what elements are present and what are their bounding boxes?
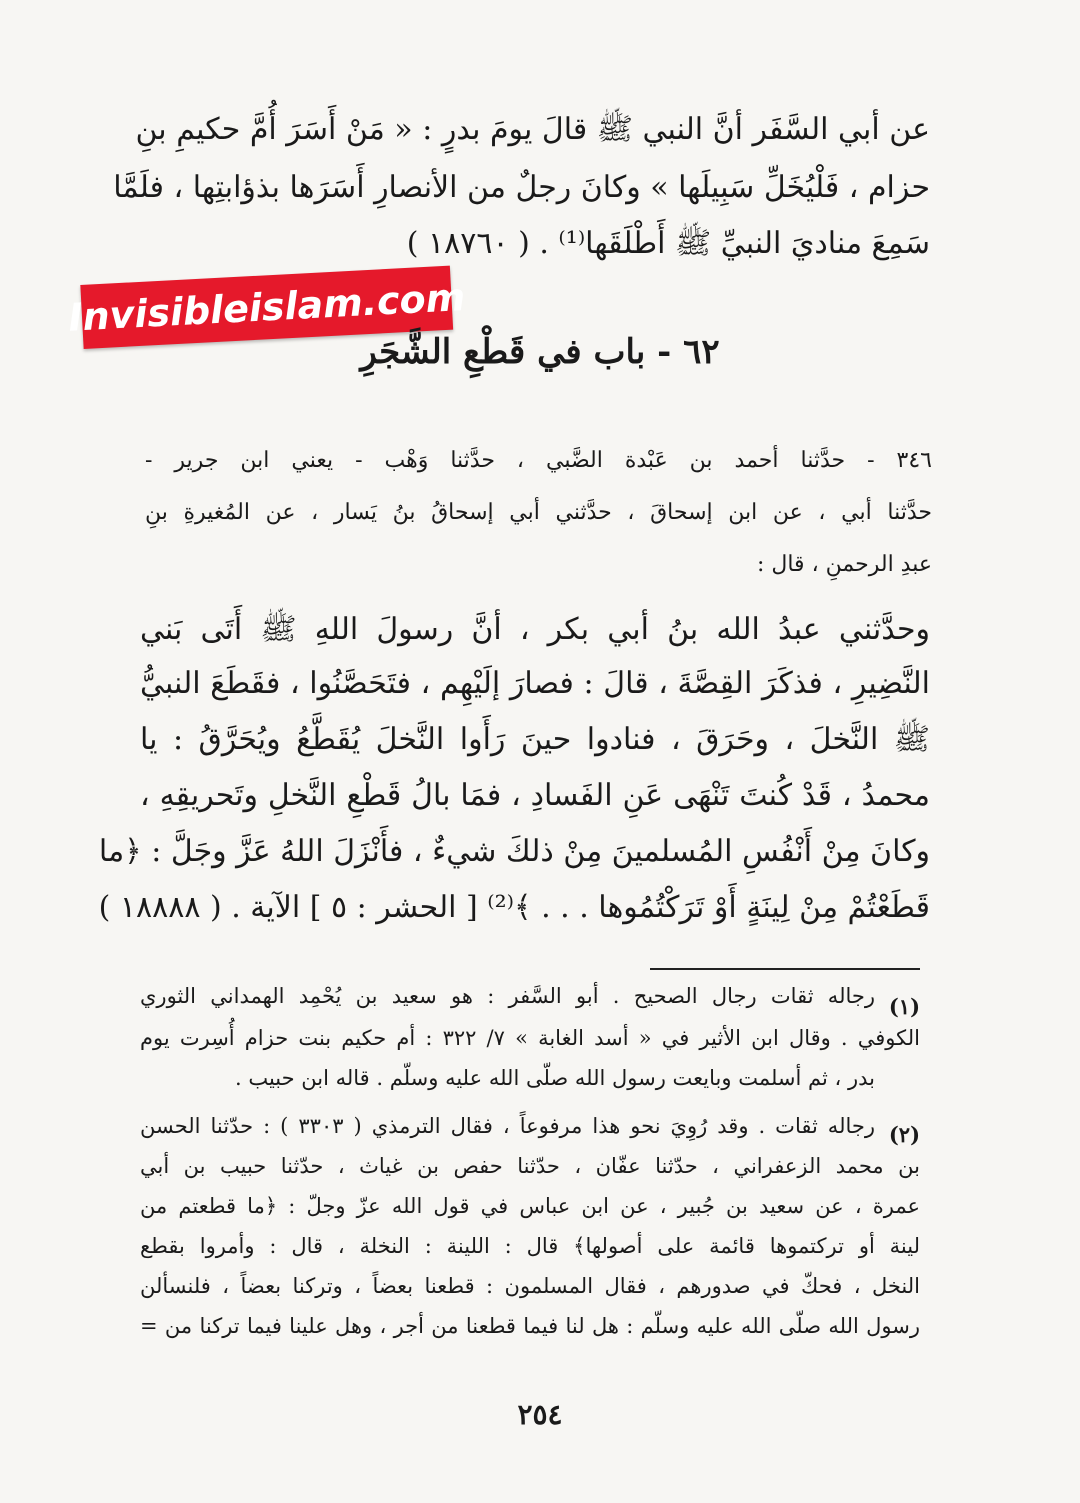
footnote-line: بن محمد الزعفراني ، حدّثنا عفّان ، حدّثنا حفص بن غياث ، حدّثنا حبيب بن أبي: [140, 1154, 920, 1178]
matn-line: ﷺ النَّخلَ ، وحَرَقَ ، فنادوا حينَ رَأَوا النَّخلَ يُقَطَّعُ ويُحَرَّقُ : يا: [140, 722, 930, 757]
page-number: ٢٥٤: [517, 1398, 563, 1431]
footnote-line: بدر ، ثم أسلمت وبايعت رسول الله صلّى الله عليه وسلّم . قاله ابن حبيب .: [234, 1066, 875, 1090]
isnad-line: ٣٤٦ - حدَّثنا أحمد بن عَبْدة الضَّبي ، حدَّثنا وَهْب - يعني ابن جرير -: [145, 448, 932, 473]
matn-line: قَطَعْتُمْ مِنْ لِينَةٍ أَوْ تَرَكْتُمُوها . . . ﴾⁽²⁾ [ الحشر : ٥ ] الآية . ( ١٨٨٨٨ ): [98, 890, 930, 925]
footnote-line: رسول الله صلّى الله عليه وسلّم : هل لنا فيما قطعنا من أجر ، وهل علينا فيما تركنا من =: [140, 1314, 920, 1338]
hadith-line: حزام ، فَلْيُخَلِّ سَبِيلَها » وكانَ رجلٌ من الأنصارِ أَسَرَها بذؤابتِها ، فلَمَّا: [113, 170, 930, 205]
matn-line: النَّضِيرِ ، فذكَرَ القِصَّةَ ، قالَ : فصارَ إلَيْهِم ، فتَحَصَّنُوا ، فقَطَعَ النبيُّ: [140, 666, 930, 701]
footnote-number: (٢): [888, 1122, 920, 1147]
chapter-heading: ٦٢ - باب في قَطْعِ الشَّجَرِ: [360, 332, 720, 372]
matn-line: وحدَّثني عبدُ الله بنُ أبي بكر ، أنَّ رسولَ اللهِ ﷺ أَتَى بَني: [140, 612, 930, 647]
watermark-text: Invisibleislam.com: [67, 274, 467, 340]
footnote-line: عمرة ، عن سعيد بن جُبير ، عن ابن عباس في قول الله عزّ وجلّ : ﴿ما قطعتم من: [140, 1194, 920, 1218]
matn-line: محمدُ ، قَدْ كُنتَ تَنْهَى عَنِ الفَسادِ ، فمَا بالُ قَطْعِ النَّخلِ وتَحريقِهِ ،: [140, 778, 930, 813]
hadith-line: عن أبي السَّفَر أنَّ النبي ﷺ قالَ يومَ بدرٍ : « مَنْ أَسَرَ أُمَّ حكيمِ بنِ: [135, 112, 930, 147]
footnote-divider: [650, 968, 920, 970]
hadith-line: سَمِعَ مناديَ النبيِّ ﷺ أَطْلَقَها⁽¹⁾ . ( ١٨٧٦٠ ): [406, 226, 930, 261]
footnote-line: لينة أو تركتموها قائمة على أصولها﴾ قال : اللينة : النخلة ، قال : وأمروا بقطع: [140, 1234, 920, 1258]
footnote-line: رجاله ثقات . وقد رُوِيَ نحو هذا مرفوعاً ، فقال الترمذي ( ٣٣٠٣ ) : حدّثنا الحسن: [140, 1114, 875, 1138]
isnad-line: عبدِ الرحمنِ ، قال :: [756, 552, 932, 577]
footnote-line: رجاله ثقات رجال الصحيح . أبو السَّفر : هو سعيد بن يُحْمِد الهمداني الثوري: [140, 984, 875, 1008]
matn-line: وكانَ مِنْ أَنْفُسِ المُسلمينَ مِنْ ذلكَ شيءٌ ، فأَنْزَلَ اللهُ عَزَّ وجَلَّ : ﴿ما: [98, 834, 930, 869]
footnote-line: الكوفي . وقال ابن الأثير في « أسد الغابة » ٧/ ٣٢٢ : أم حكيم بنت حزام أُسِرت يوم: [140, 1026, 920, 1050]
isnad-line: حدَّثنا أبي ، عن ابن إسحاقَ ، حدَّثني أبي إسحاقُ بنُ يَسار ، عن المُغيرةِ بنِ: [145, 500, 932, 525]
footnote-line: النخل ، فحكّ في صدورهم ، فقال المسلمون : قطعنا بعضاً ، وتركنا بعضاً ، فلنسألن: [140, 1274, 920, 1298]
footnote-number: (١): [888, 994, 920, 1019]
